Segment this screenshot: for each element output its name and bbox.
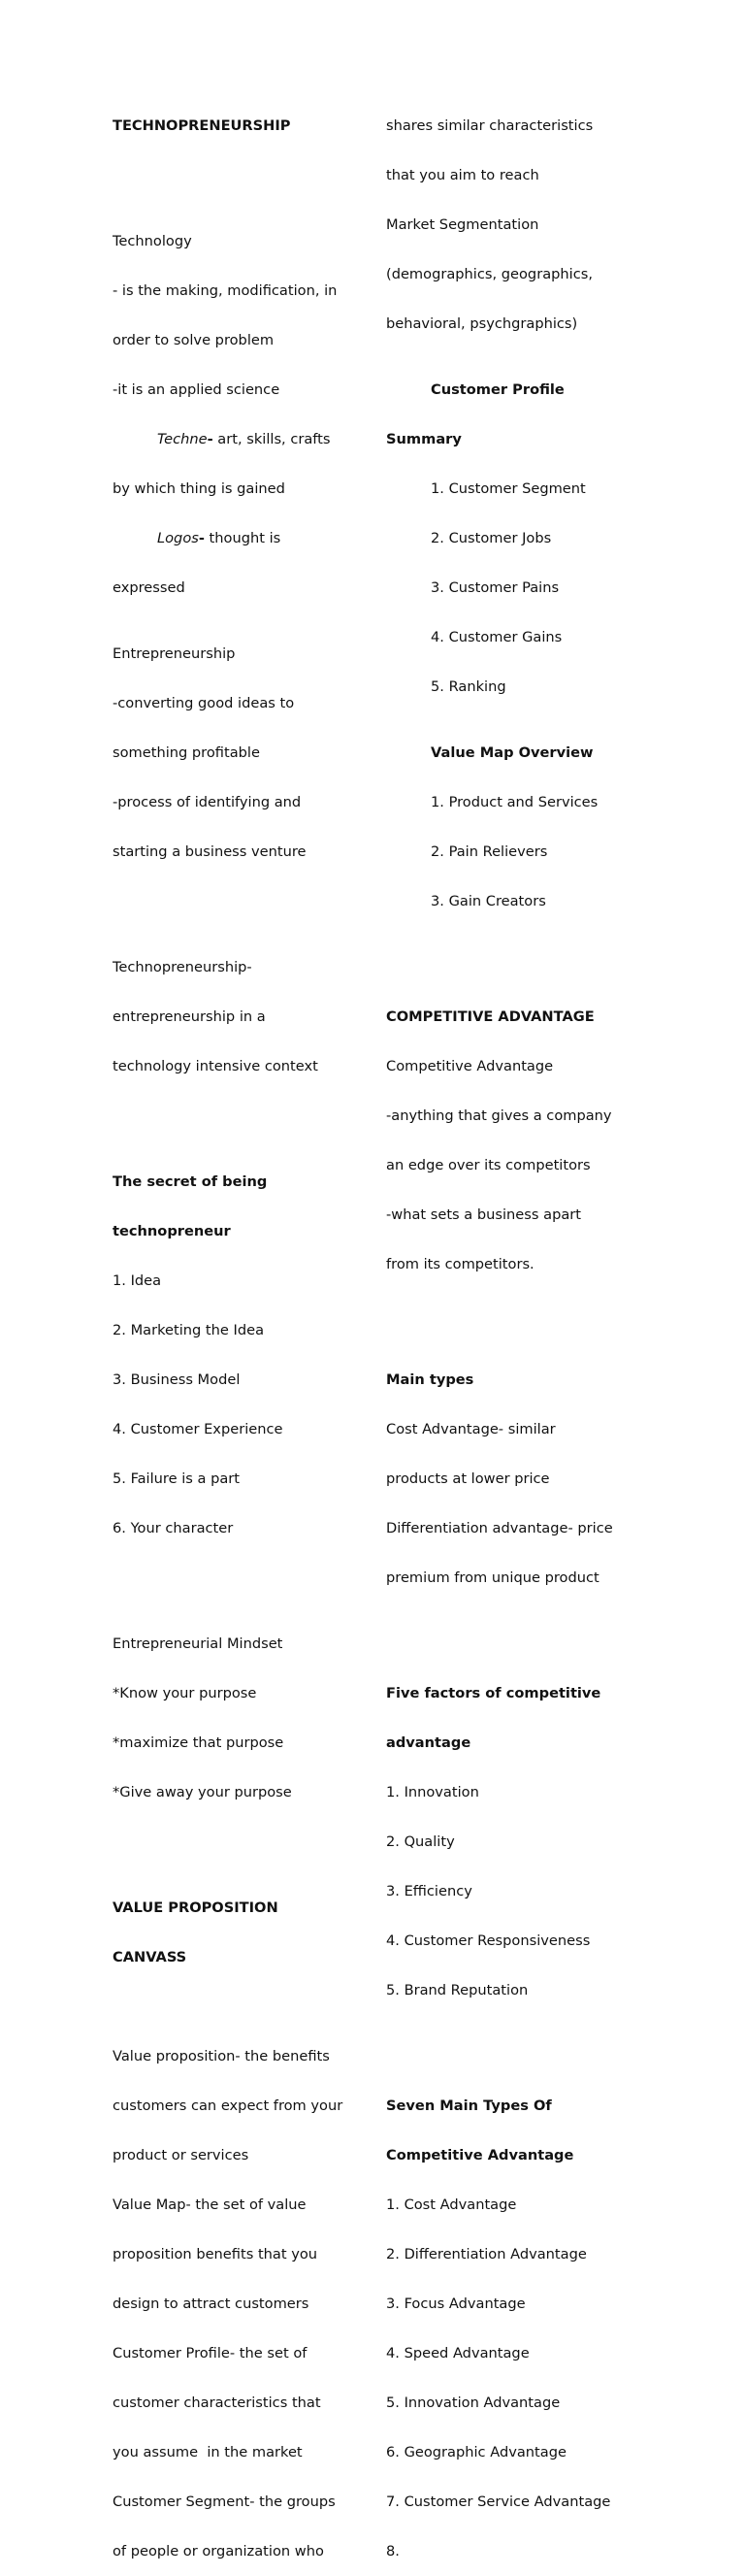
list-item: 1. Customer Segment — [431, 480, 586, 497]
list-item: 5. Innovation Advantage — [386, 2394, 561, 2411]
left-column — [113, 84, 367, 2576]
vpc-line: proposition benefits that you — [113, 2246, 318, 2262]
continuation-line: behavioral, psychgraphics) — [386, 315, 578, 332]
list-item: 6. Your character — [113, 1520, 234, 1536]
document-title: TECHNOPRENEURSHIP — [113, 117, 291, 134]
mindset-heading: Entrepreneurial Mindset — [113, 1635, 283, 1652]
five-factors-heading: advantage — [386, 1734, 471, 1751]
continuation-line: that you aim to reach — [386, 167, 539, 183]
techne-def: art, skills, crafts — [212, 431, 331, 447]
main-types-line: premium from unique product — [386, 1569, 599, 1586]
list-item: 3. Gain Creators — [431, 893, 546, 909]
techne-dash: - — [207, 431, 213, 447]
spacer — [386, 2031, 640, 2048]
vpc-line: Value proposition- the benefits — [113, 2048, 330, 2064]
technopreneurship-def: Technopreneurship- — [113, 959, 252, 975]
spacer — [386, 1305, 640, 1322]
list-item: 4. Speed Advantage — [386, 2345, 530, 2361]
vpc-line: Value Map- the set of value — [113, 2196, 307, 2213]
spacer — [113, 167, 367, 183]
spacer — [113, 1569, 367, 1586]
list-item: *Give away your purpose — [113, 1784, 292, 1800]
vpc-line: design to attract customers — [113, 2295, 309, 2312]
competitive-line: -what sets a business apart — [386, 1206, 581, 1223]
continuation-line: (demographics, geographics, — [386, 266, 593, 282]
entrepreneurship-line: -process of identifying and — [113, 794, 302, 810]
main-types-line: Cost Advantage- similar — [386, 1421, 556, 1437]
entrepreneurship-line: starting a business venture — [113, 843, 307, 860]
spacer — [113, 893, 367, 909]
list-item: 3. Efficiency — [386, 1883, 472, 1899]
list-item: 3. Customer Pains — [431, 579, 560, 596]
logos-definition-cont: expressed — [113, 579, 185, 596]
list-item: 3. Business Model — [113, 1371, 241, 1388]
spacer — [113, 1833, 367, 1850]
vpc-line: you assume in the market — [113, 2444, 303, 2460]
customer-profile-heading: Summary — [386, 431, 462, 447]
vpc-line: Customer Segment- the groups — [113, 2493, 336, 2510]
vpc-line: customers can expect from your — [113, 2097, 343, 2114]
list-item: 2. Quality — [386, 1833, 455, 1850]
seven-types-heading: Seven Main Types Of — [386, 2097, 552, 2114]
vpc-line: customer characteristics that — [113, 2394, 321, 2411]
logos-term: Logos — [157, 530, 199, 546]
list-item: 6. Geographic Advantage — [386, 2444, 567, 2460]
main-types-line: Differentiation advantage- price — [386, 1520, 613, 1536]
vpc-line: of people or organization who — [113, 2543, 324, 2559]
list-item: 5. Failure is a part — [113, 1470, 241, 1487]
list-item: *Know your purpose — [113, 1685, 257, 1701]
competitive-heading: COMPETITIVE ADVANTAGE — [386, 1008, 595, 1025]
list-item: 3. Focus Advantage — [386, 2295, 526, 2312]
list-item: 8. — [386, 2543, 400, 2559]
technology-line: - is the making, modification, in — [113, 282, 338, 299]
list-item: 4. Customer Responsiveness — [386, 1932, 591, 1949]
right-column — [386, 84, 640, 2576]
spacer — [113, 1107, 367, 1124]
list-item: 7. Customer Service Advantage — [386, 2493, 611, 2510]
logos-definition — [113, 530, 367, 546]
vpc-line: Customer Profile- the set of — [113, 2345, 308, 2361]
spacer — [386, 1619, 640, 1635]
technopreneurship-def: entrepreneurship in a — [113, 1008, 266, 1025]
seven-types-heading: Competitive Advantage — [386, 2147, 574, 2163]
technology-heading: Technology — [113, 233, 192, 249]
list-item: 5. Brand Reputation — [386, 1982, 529, 1998]
competitive-line: from its competitors. — [386, 1256, 534, 1272]
logos-def: thought is — [204, 530, 281, 546]
spacer — [386, 942, 640, 959]
list-item: 4. Customer Experience — [113, 1421, 283, 1437]
entrepreneurship-line: something profitable — [113, 744, 260, 761]
techne-definition — [113, 431, 367, 447]
list-item: 1. Cost Advantage — [386, 2196, 517, 2213]
competitive-line: an edge over its competitors — [386, 1157, 591, 1173]
list-item: 2. Pain Relievers — [431, 843, 548, 860]
entrepreneurship-line: -converting good ideas to — [113, 695, 295, 711]
techne-term: Techne — [157, 431, 208, 447]
customer-profile-heading: Customer Profile — [431, 381, 565, 398]
list-item: 1. Innovation — [386, 1784, 479, 1800]
five-factors-heading: Five factors of competitive — [386, 1685, 601, 1701]
logos-dash: - — [198, 530, 205, 546]
main-types-heading: Main types — [386, 1371, 474, 1388]
list-item: 2. Differentiation Advantage — [386, 2246, 587, 2262]
list-item: 1. Product and Services — [431, 794, 599, 810]
competitive-line: -anything that gives a company — [386, 1107, 612, 1124]
technopreneurship-def: technology intensive context — [113, 1058, 318, 1074]
spacer — [113, 1998, 367, 2015]
vpc-heading: CANVASS — [113, 1949, 187, 1965]
continuation-line: Market Segmentation — [386, 216, 539, 233]
secret-heading: The secret of being — [113, 1173, 268, 1190]
list-item: 2. Marketing the Idea — [113, 1322, 265, 1338]
vpc-heading: VALUE PROPOSITION — [113, 1899, 278, 1916]
vpc-line: product or services — [113, 2147, 249, 2163]
competitive-line: Competitive Advantage — [386, 1058, 554, 1074]
technology-line: -it is an applied science — [113, 381, 280, 398]
main-types-line: products at lower price — [386, 1470, 550, 1487]
secret-heading: technopreneur — [113, 1223, 231, 1239]
entrepreneurship-heading: Entrepreneurship — [113, 645, 236, 662]
list-item: 1. Idea — [113, 1272, 162, 1289]
continuation-line: shares similar characteristics — [386, 117, 594, 134]
list-item: 4. Customer Gains — [431, 629, 563, 645]
list-item: 2. Customer Jobs — [431, 530, 552, 546]
technology-line: order to solve problem — [113, 332, 275, 348]
list-item: *maximize that purpose — [113, 1734, 284, 1751]
list-item: 5. Ranking — [431, 678, 506, 695]
value-map-heading: Value Map Overview — [431, 744, 594, 761]
techne-definition-cont: by which thing is gained — [113, 480, 285, 497]
